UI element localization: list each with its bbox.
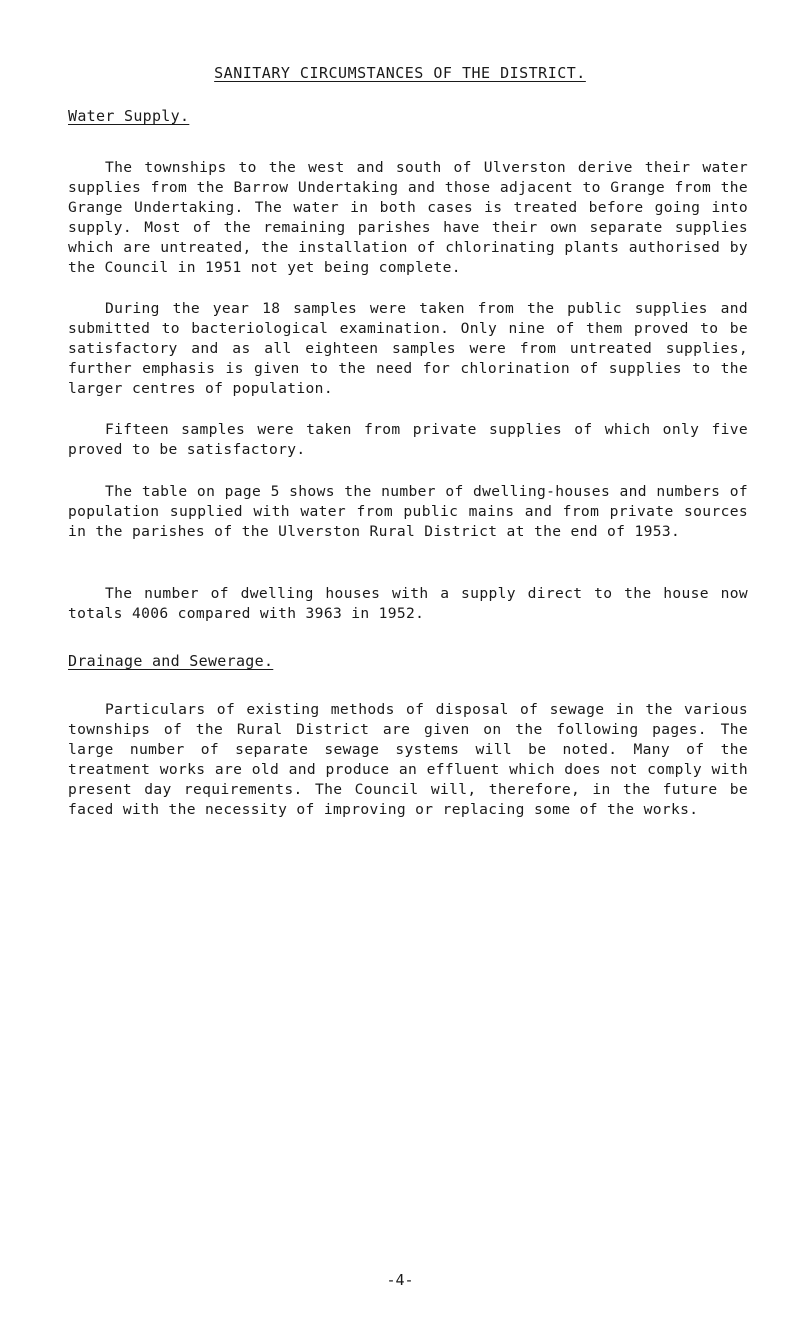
paragraph-water-samples: During the year 18 samples were taken from the public supplies and submitted to bacteriological examination. Only nine of them proved to be satisfactory and as all eighteen samples were from untreated supplies, further emphasis is given to the need for chlorination of supplies to the larger centres of population. <box>68 300 748 397</box>
section-heading-water-supply: Water Supply. <box>68 107 190 125</box>
paragraph-drainage: Particulars of existing methods of disposal of sewage in the various townships of the Rural District are given on the following pages. The large number of separate sewage systems will be noted. Many of the treatment works are old and produce an effluent which does not comply with present day requirements. The Council will, therefore, in the future be faced with the necessity of improving or replacing some of the works. <box>68 701 748 818</box>
page-number: -4- <box>386 1271 414 1289</box>
paragraph-water-private: Fifteen samples were taken from private supplies of which only five proved to be satisfactory. <box>68 421 748 458</box>
paragraph-water-table: The table on page 5 shows the number of dwelling-houses and numbers of population supplied with water from public mains and from private sources in the parishes of the Ulverston Rural District at the end of 1953. <box>68 483 748 540</box>
section-heading-drainage: Drainage and Sewerage. <box>68 652 274 670</box>
paragraph-water-townships: The townships to the west and south of Ulverston derive their water supplies from the Barrow Undertaking and those adjacent to Grange from the Grange Undertaking. The water in both cases is treated before going into supply. Most of the remaining parishes have their own separate supplies which are untreated, the installation of chlorinating plants authorised by the Council in 1951 not yet being complete. <box>68 159 748 276</box>
page-title: SANITARY CIRCUMSTANCES OF THE DISTRICT. <box>214 64 586 82</box>
paragraph-water-dwellings: The number of dwelling houses with a supply direct to the house now totals 4006 compared with 3963 in 1952. <box>68 585 748 622</box>
